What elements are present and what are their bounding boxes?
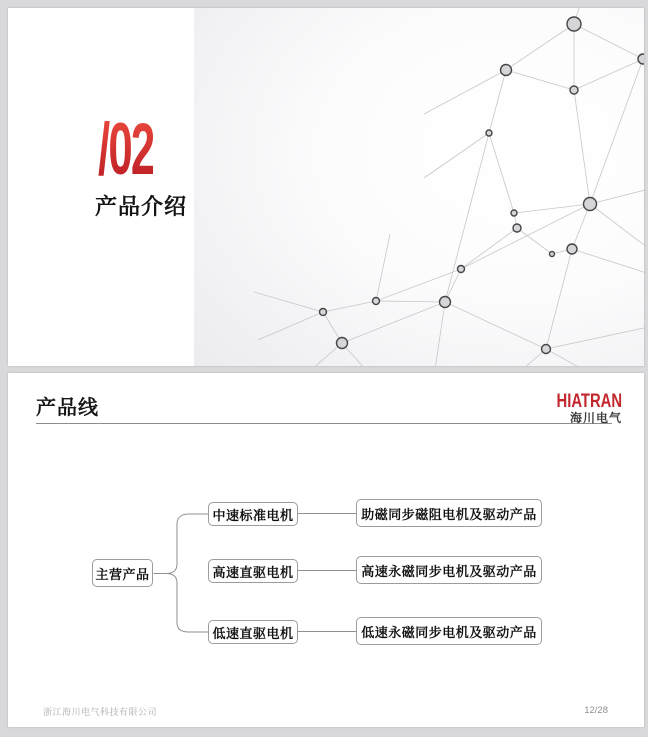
section-title: 产品介绍 — [95, 194, 188, 219]
diagram-mid-box-1: 中速标准电机 — [208, 502, 298, 526]
section-number: /02 — [98, 109, 154, 190]
slide-page-2 — [8, 373, 644, 727]
diagram-mid-box-2: 高速直驱电机 — [208, 559, 298, 583]
page-title: 产品线 — [36, 397, 99, 419]
diagram-leaf-box-3: 低速永磁同步电机及驱动产品 — [356, 617, 542, 645]
footer-page-indicator: 12/28 — [584, 705, 608, 716]
diagram-leaf-box-1: 助磁同步磁阻电机及驱动产品 — [356, 499, 542, 527]
logo-chinese-name: 海川电气 — [569, 410, 622, 425]
diagram-connectors — [8, 373, 644, 727]
logo-wordmark: HIATRAN — [556, 391, 622, 412]
diagram-root-box: 主营产品 — [92, 559, 153, 587]
diagram-leaf-box-2: 高速永磁同步电机及驱动产品 — [356, 556, 542, 584]
slide-page-1 — [8, 8, 644, 366]
diagram-mid-box-3: 低速直驱电机 — [208, 620, 298, 644]
footer-company-name: 浙江海川电气科技有限公司 — [43, 707, 158, 717]
